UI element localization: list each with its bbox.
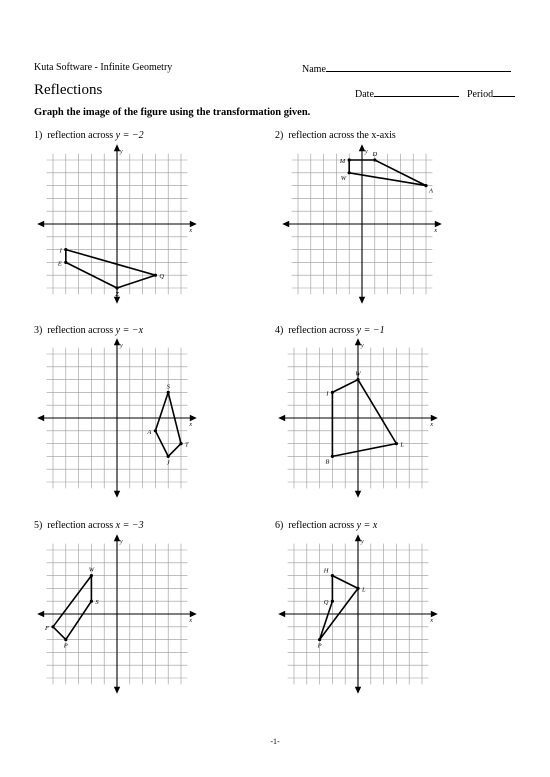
- problem-number: 6): [275, 520, 284, 531]
- vertex-point: [318, 638, 321, 641]
- x-axis-label: x: [430, 422, 434, 428]
- problem-equation: y = −2: [115, 130, 144, 141]
- date-label: Date: [355, 89, 374, 100]
- vertex-point: [331, 600, 334, 603]
- problem-text: reflection across: [288, 520, 357, 531]
- vertex-label: A: [147, 428, 152, 436]
- y-axis-label: y: [365, 149, 368, 156]
- problem-equation: y = x: [356, 520, 378, 531]
- arrow-right-icon: [431, 611, 438, 617]
- problem-equation: x = −3: [115, 520, 144, 531]
- vertex-label: T: [185, 441, 189, 449]
- vertex-point: [331, 574, 334, 577]
- vertex-label: L: [362, 586, 366, 594]
- y-axis-label: y: [120, 539, 123, 546]
- arrow-down-icon: [355, 687, 361, 694]
- instructions: Graph the image of the figure using the transformation given.: [34, 107, 311, 118]
- vertex-label: Z: [115, 291, 119, 298]
- arrow-left-icon: [278, 611, 285, 617]
- vertex-label: W: [355, 370, 361, 378]
- problem-number: 2): [275, 130, 284, 141]
- y-axis-label: y: [120, 149, 123, 156]
- problem-number: 1): [34, 130, 43, 141]
- vertex-label: E: [57, 260, 62, 268]
- problem-equation: y = −1: [356, 325, 385, 336]
- vertex-label: H: [323, 567, 329, 575]
- figure-polygon: [320, 576, 358, 640]
- x-axis-label: x: [430, 618, 434, 624]
- problem-text: reflection across: [47, 325, 116, 336]
- vertex-label: Q: [159, 273, 165, 281]
- vertex-label: P: [63, 642, 68, 650]
- y-axis-label: y: [361, 539, 364, 546]
- problem-text: reflection across: [288, 325, 357, 336]
- x-axis-label: x: [189, 618, 193, 624]
- x-axis-label: x: [434, 228, 438, 234]
- vertex-label: M: [339, 158, 346, 165]
- problem-text: reflection across: [47, 130, 116, 141]
- name-label: Name: [302, 64, 326, 75]
- problem-number: 5): [34, 520, 43, 531]
- period-label: Period: [467, 89, 494, 100]
- vertex-label: W: [340, 174, 347, 182]
- page-number: -1-: [270, 737, 280, 746]
- vertex-label: D: [372, 151, 378, 158]
- vertex-label: P: [317, 642, 322, 650]
- x-axis-label: x: [189, 422, 193, 428]
- problem-text: reflection across: [47, 520, 116, 531]
- problem-text: reflection across the x-axis: [288, 130, 396, 141]
- vertex-label: J: [166, 459, 170, 467]
- vertex-point: [356, 587, 359, 590]
- problem-equation: y = −x: [115, 325, 144, 336]
- vertex-label: S: [166, 383, 170, 391]
- y-axis-label: y: [120, 343, 123, 350]
- vertex-label: I: [326, 390, 329, 398]
- vertex-label: F: [45, 624, 49, 632]
- problem-number: 4): [275, 325, 284, 336]
- page-title: Reflections: [34, 82, 103, 98]
- vertex-label: B: [325, 458, 330, 466]
- problem-number: 3): [34, 325, 43, 336]
- vertex-label: I: [59, 247, 62, 255]
- vertex-label: A: [429, 187, 433, 195]
- vertex-label: S: [95, 599, 99, 607]
- vertex-label: Q: [323, 599, 329, 607]
- software-name: Kuta Software - Infinite Geometry: [34, 62, 173, 73]
- x-axis-label: x: [189, 228, 193, 234]
- y-axis-label: y: [361, 343, 364, 350]
- vertex-label: L: [400, 441, 405, 449]
- vertex-label: W: [88, 566, 95, 574]
